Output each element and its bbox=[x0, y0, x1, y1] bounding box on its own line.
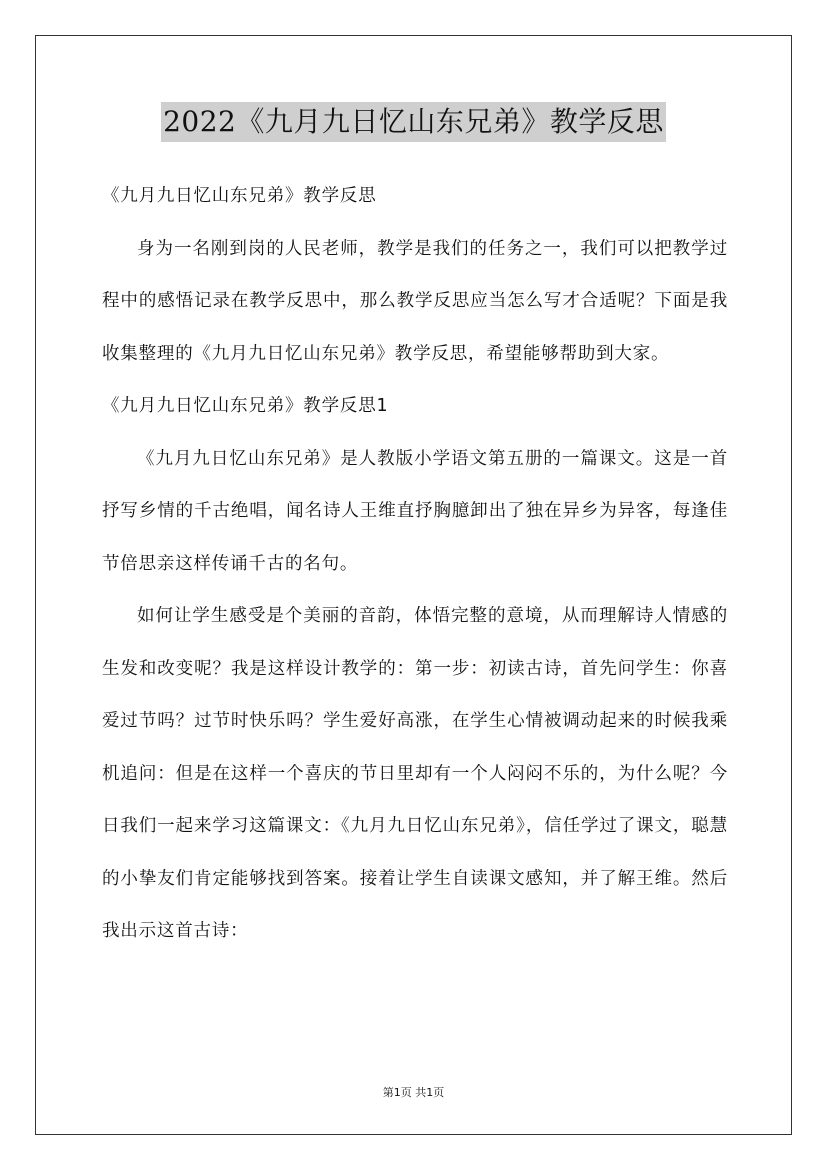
paragraph-body: 如何让学生感受是个美丽的音韵，体悟完整的意境，从而理解诗人情感的生发和改变呢？我是这样设计教学的：第一步：初读古诗，首先问学生：你喜爱过节吗？过节时快乐吗？学生爱好高涨，在学生心情被调动起来的时候我乘机追问：但是在这样一个喜庆的节日里却有一个人闷闷不乐的，为什么呢？今日我们一起来学习这篇课文：《九月九日忆山东兄弟》，信任学过了课文，聪慧的小挚友们肯定能够找到答案。接着让学生自读课文感知，并了解王维。然后我出示这首古诗： bbox=[102, 606, 728, 941]
paragraph-body: 《九月九日忆山东兄弟》是人教版小学语文第五册的一篇课文。这是一首抒写乡情的千古绝唱，闻名诗人王维直抒胸臆卸出了独在异乡为异客，每逢佳节倍思亲这样传诵千古的名句。 bbox=[102, 448, 728, 574]
paragraph-intro: 身为一名刚到岗的人民老师，教学是我们的任务之一，我们可以把教学过程中的感悟记录在教学反思中，那么教学反思应当怎么写才合适呢？下面是我收集整理的《九月九日忆山东兄弟》教学反思，希望能够帮助到大家。 bbox=[102, 238, 728, 364]
title-wrapper bbox=[0, 102, 827, 142]
document-title: 2022《九月九日忆山东兄弟》教学反思 bbox=[161, 102, 666, 142]
paragraph-section-heading: 《九月九日忆山东兄弟》教学反思1 bbox=[102, 396, 389, 416]
document-body bbox=[102, 170, 728, 958]
paragraph-heading: 《九月九日忆山东兄弟》教学反思 bbox=[102, 186, 377, 206]
page-footer: 第1页 共1页 bbox=[382, 1086, 445, 1099]
